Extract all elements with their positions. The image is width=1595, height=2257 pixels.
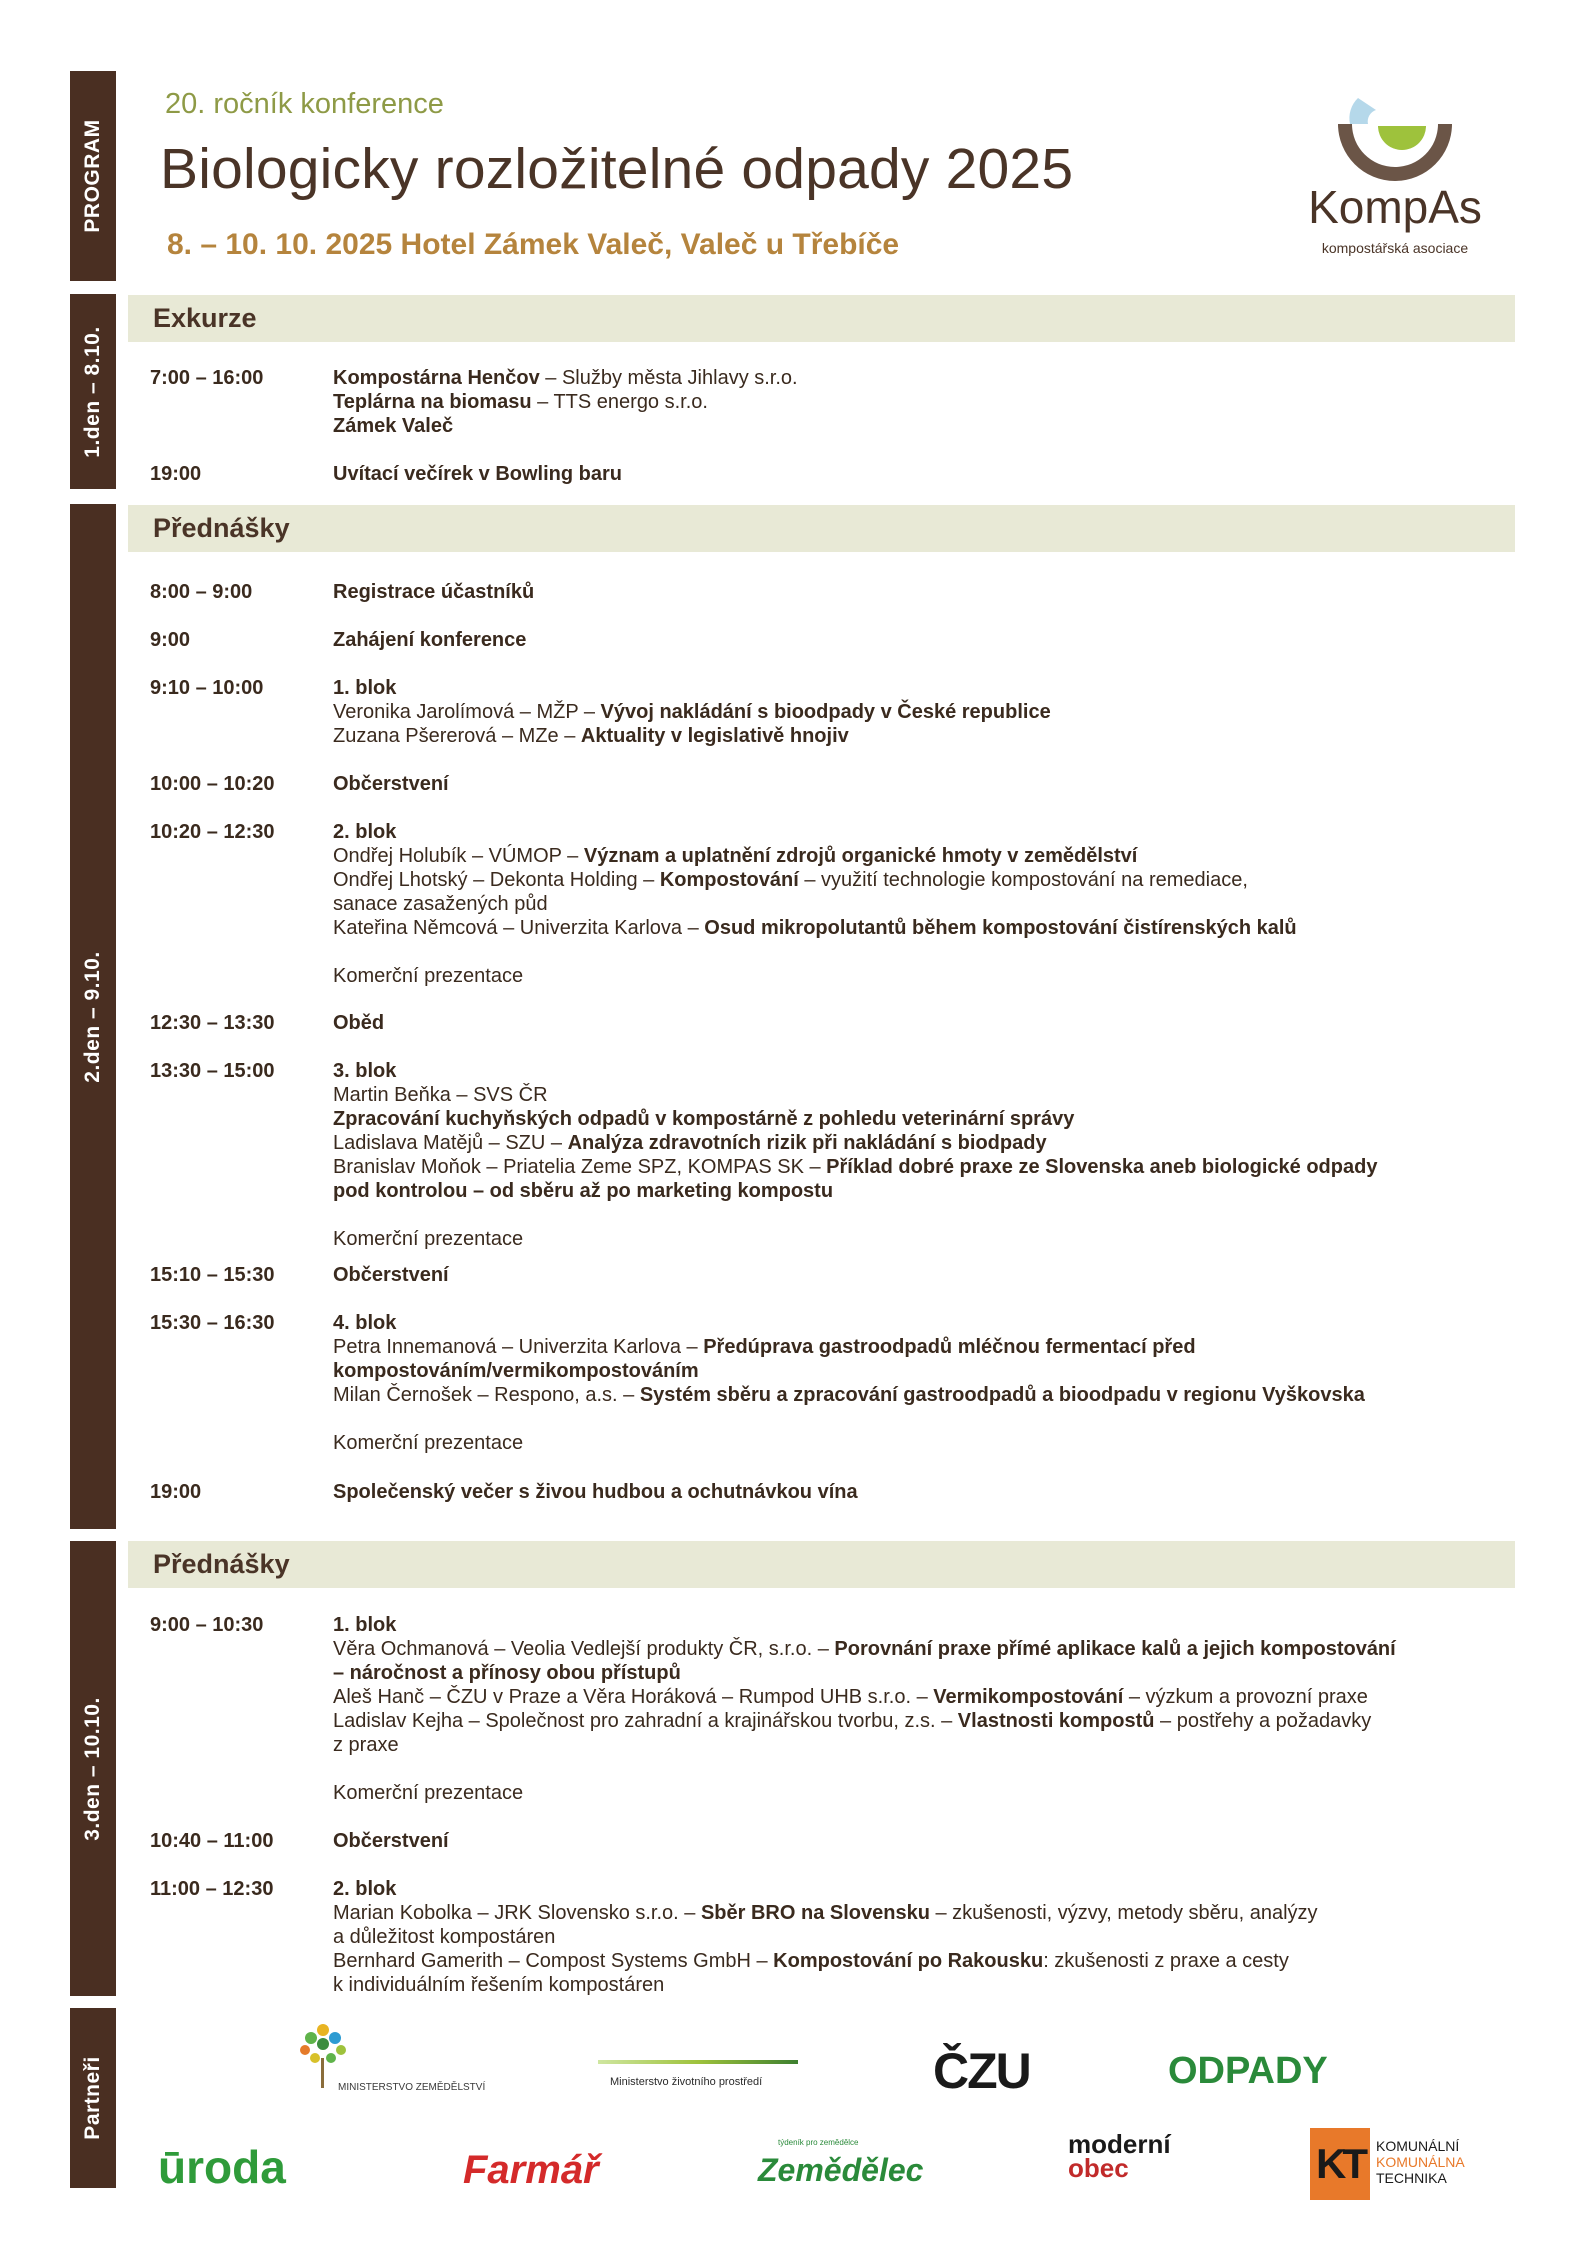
schedule-line: [333, 1901, 1508, 1925]
schedule-line: [333, 1155, 1508, 1179]
schedule-content: [333, 366, 1508, 438]
schedule-line: [333, 1925, 1508, 1949]
schedule-line: [333, 1829, 1508, 1853]
schedule-content: [333, 1480, 1508, 1504]
schedule-time: 9:00: [150, 629, 191, 651]
schedule-line: [333, 1709, 1508, 1733]
schedule-content: [333, 1829, 1508, 1853]
schedule-time: 8:00 – 9:00: [150, 581, 253, 603]
schedule-text-bold: Občerstvení: [333, 773, 449, 795]
schedule-line: [333, 844, 1508, 868]
schedule-line: [333, 724, 1508, 748]
schedule-content: [333, 1263, 1508, 1287]
schedule-text-bold: pod kontrolou – od sběru až po marketing kompostu: [333, 1180, 834, 1202]
schedule-text: Komerční prezentace: [333, 1228, 524, 1250]
czu-logo: ČZU: [933, 2043, 1030, 2099]
schedule-text: – zkušenosti, výzvy, metody sběru, analýzy: [929, 1902, 1318, 1924]
schedule-content: [333, 772, 1508, 796]
schedule-text: k individuálním řešením kompostáren: [333, 1974, 665, 1996]
schedule-line: [333, 366, 1508, 390]
schedule-text: Marian Kobolka – JRK Slovensko s.r.o. –: [333, 1902, 701, 1924]
mze-logo: MINISTERSTVO ZEMĚDĚLSTVÍ: [293, 2020, 503, 2110]
schedule-content: [333, 580, 1508, 604]
schedule-line: [333, 1383, 1508, 1407]
schedule-text-bold: 1. blok: [333, 677, 397, 699]
schedule-text-bold: Zahájení konference: [333, 629, 527, 651]
schedule-text-bold: Vlastnosti kompostů: [957, 1710, 1155, 1732]
schedule-text-bold: – náročnost a přínosy obou přístupů: [333, 1662, 681, 1684]
logo-name: KompAs: [1308, 181, 1482, 233]
schedule-text: Ladislava Matějů – SZU –: [333, 1132, 568, 1154]
schedule-text: Petra Innemanová – Univerzita Karlova –: [333, 1336, 704, 1358]
schedule-text: z praxe: [333, 1734, 399, 1756]
schedule-line: [333, 1431, 1508, 1455]
schedule-line: [333, 414, 1508, 438]
logo-tagline: kompostářská asociace: [1321, 240, 1469, 256]
schedule-text-bold: Systém sběru a zpracování gastroodpadů a bioodpadu v regionu Vyškovska: [639, 1384, 1365, 1406]
schedule-line: [333, 1107, 1508, 1131]
odpady-logo: ODPADY: [1168, 2050, 1328, 2092]
schedule-line: [333, 1083, 1508, 1107]
tree-icon: [293, 2020, 353, 2090]
schedule-text-bold: Kompostování: [659, 869, 799, 891]
schedule-text-bold: 4. blok: [333, 1312, 397, 1334]
schedule-text: Ladislav Kejha – Společnost pro zahradní a krajinářskou tvorbu, z.s. –: [333, 1710, 958, 1732]
schedule-time: 19:00: [150, 463, 202, 485]
schedule-line: [333, 390, 1508, 414]
schedule-text: Komerční prezentace: [333, 965, 524, 987]
schedule-time: 12:30 – 13:30: [150, 1012, 275, 1034]
sidebar-day2: 2.den – 9.10.: [70, 504, 116, 1529]
schedule-time: 13:30 – 15:00: [150, 1060, 275, 1082]
schedule-text-bold: Vermikompostování: [933, 1686, 1124, 1708]
schedule-line: [333, 1059, 1508, 1083]
schedule-text-bold: 2. blok: [333, 1878, 397, 1900]
schedule-time: 15:30 – 16:30: [150, 1312, 275, 1334]
schedule-line: [333, 580, 1508, 604]
schedule-text: Veronika Jarolímová – MŽP –: [333, 701, 601, 723]
mzp-logo: Ministerstvo životního prostředí: [598, 2060, 798, 2100]
schedule-line: [333, 676, 1508, 700]
schedule-line: [333, 1973, 1508, 1997]
schedule-text: Milan Černošek – Respono, a.s. –: [333, 1384, 640, 1406]
schedule-text-bold: Příklad dobré praxe ze Slovenska aneb biologické odpady: [826, 1156, 1378, 1178]
schedule-line: [333, 1613, 1508, 1637]
farmar-logo: Farmář: [463, 2148, 599, 2192]
schedule-text: Ondřej Holubík – VÚMOP –: [333, 845, 584, 867]
section-exkurze: Exkurze: [128, 295, 1515, 342]
schedule-time: 9:00 – 10:30: [150, 1614, 264, 1636]
schedule-time: 10:40 – 11:00: [150, 1830, 274, 1852]
schedule-line: [333, 1949, 1508, 1973]
schedule-line: [333, 1757, 1508, 1781]
schedule-line: [333, 940, 1508, 964]
schedule-time: 10:20 – 12:30: [150, 821, 275, 843]
schedule-text-bold: 2. blok: [333, 821, 397, 843]
schedule-time: 7:00 – 16:00: [150, 367, 264, 389]
schedule-time: 9:10 – 10:00: [150, 677, 264, 699]
schedule-content: [333, 1011, 1508, 1035]
schedule-line: [333, 772, 1508, 796]
schedule-text-bold: Občerstvení: [333, 1264, 449, 1286]
schedule-text-bold: kompostováním/vermikompostováním: [333, 1360, 699, 1382]
schedule-text: Aleš Hanč – ČZU v Praze a Věra Horáková – Rumpod UHB s.r.o. –: [333, 1686, 934, 1708]
schedule-text-bold: Zpracování kuchyňských odpadů v kompostárně z pohledu veterinární správy: [333, 1108, 1075, 1130]
moderni-obec-logo: moderní obec: [1068, 2129, 1171, 2183]
schedule-line: [333, 628, 1508, 652]
schedule-text: a důležitost kompostáren: [333, 1926, 556, 1948]
schedule-line: [333, 892, 1508, 916]
schedule-text-bold: Osud mikropolutantů během kompostování čistírenských kalů: [704, 917, 1297, 939]
kt-badge: KT: [1310, 2128, 1370, 2200]
schedule-time: 15:10 – 15:30: [150, 1264, 275, 1286]
schedule-line: [333, 1359, 1508, 1383]
schedule-line: [333, 1131, 1508, 1155]
schedule-text-bold: Sběr BRO na Slovensku: [700, 1902, 930, 1924]
schedule-line: [333, 820, 1508, 844]
schedule-text: Komerční prezentace: [333, 1432, 524, 1454]
schedule-text-bold: 3. blok: [333, 1060, 397, 1082]
schedule-line: [333, 700, 1508, 724]
schedule-time: 19:00: [150, 1481, 202, 1503]
kompas-logo: [1280, 88, 1510, 258]
schedule-text-bold: Význam a uplatnění zdrojů organické hmoty v zemědělství: [583, 845, 1138, 867]
schedule-text: Věra Ochmanová – Veolia Vedlejší produkty ČR, s.r.o. –: [333, 1638, 835, 1660]
schedule-line: [333, 964, 1508, 988]
schedule-text-bold: Kompostování po Rakousku: [773, 1950, 1044, 1972]
schedule-content: [333, 462, 1508, 486]
schedule-line: [333, 1733, 1508, 1757]
kompas-logo-icon: [1280, 88, 1510, 188]
schedule-text-bold: Kompostárna Henčov: [333, 367, 540, 389]
section-prednasky-day3: Přednášky: [128, 1541, 1515, 1588]
schedule-content: [333, 1613, 1508, 1805]
schedule-time: 10:00 – 10:20: [150, 773, 275, 795]
schedule-text: Kateřina Němcová – Univerzita Karlova –: [333, 917, 705, 939]
schedule-line: [333, 1407, 1508, 1431]
schedule-time: 11:00 – 12:30: [150, 1878, 274, 1900]
schedule-text-bold: Oběd: [333, 1012, 385, 1034]
schedule-text-bold: Teplárna na biomasu: [333, 391, 532, 413]
schedule-text: – TTS energo s.r.o.: [531, 391, 708, 413]
schedule-line: [333, 1179, 1508, 1203]
schedule-line: [333, 1011, 1508, 1035]
schedule-line: [333, 1480, 1508, 1504]
schedule-content: [333, 1059, 1508, 1251]
schedule-line: [333, 916, 1508, 940]
schedule-text: – využití technologie kompostování na remediace,: [798, 869, 1248, 891]
schedule-text: Bernhard Gamerith – Compost Systems GmbH –: [333, 1950, 774, 1972]
schedule-text: Komerční prezentace: [333, 1782, 524, 1804]
event-date-venue: 8. – 10. 10. 2025 Hotel Zámek Valeč, Valeč u Třebíče: [167, 228, 900, 261]
schedule-text-bold: Registrace účastníků: [333, 581, 535, 603]
schedule-text: Martin Beňka – SVS ČR: [333, 1084, 548, 1106]
schedule-line: [333, 1781, 1508, 1805]
page-title: Biologicky rozložitelné odpady 2025: [160, 137, 1074, 201]
schedule-text-bold: Vývoj nakládání s bioodpady v České republice: [600, 701, 1051, 723]
section-prednasky-day2: Přednášky: [128, 505, 1515, 552]
schedule-content: [333, 676, 1508, 748]
schedule-line: [333, 462, 1508, 486]
schedule-content: [333, 820, 1508, 988]
schedule-line: [333, 1311, 1508, 1335]
schedule-text-bold: Porovnání praxe přímé aplikace kalů a jejich kompostování: [834, 1638, 1396, 1660]
sidebar-partners: Partneři: [70, 2008, 116, 2188]
schedule-text: – postřehy a požadavky: [1154, 1710, 1372, 1732]
schedule-text: : zkušenosti z praxe a cesty: [1043, 1950, 1289, 1972]
edition: 20. ročník konference: [165, 88, 444, 120]
schedule-line: [333, 1661, 1508, 1685]
schedule-text: – výzkum a provozní praxe: [1123, 1686, 1368, 1708]
partners-logos: MINISTERSTVO ZEMĚDĚLSTVÍ Ministerstvo životního prostředí ČZU ODPADY ūroda Farmář týdeník pro zemědělce Zemědělec moderní obec KT KOMUNÁLNÍ KOMUNÁLNA TECHNIKA: [128, 2020, 1528, 2230]
schedule-line: [333, 1685, 1508, 1709]
schedule-line: [333, 1877, 1508, 1901]
schedule-text-bold: 1. blok: [333, 1614, 397, 1636]
schedule-text-bold: Aktuality v legislativě hnojiv: [580, 725, 849, 747]
schedule-line: [333, 1203, 1508, 1227]
schedule-text-bold: Společenský večer s živou hudbou a ochutnávkou vína: [333, 1481, 858, 1503]
schedule-line: [333, 1637, 1508, 1661]
schedule-text-bold: Analýza zdravotních rizik při nakládání s biodpady: [567, 1132, 1047, 1154]
schedule-text-bold: Občerstvení: [333, 1830, 449, 1852]
sidebar-day3: 3.den – 10.10.: [70, 1541, 116, 1996]
schedule-text: sanace zasažených půd: [333, 893, 548, 915]
schedule-line: [333, 1227, 1508, 1251]
schedule-text: Zuzana Pšererová – MZe –: [333, 725, 581, 747]
schedule-line: [333, 1263, 1508, 1287]
schedule-line: [333, 1335, 1508, 1359]
uroda-logo: ūroda: [158, 2141, 286, 2193]
schedule-content: [333, 1311, 1508, 1455]
sidebar-day1: 1.den – 8.10.: [70, 294, 116, 489]
schedule-content: [333, 628, 1508, 652]
schedule-text-bold: Předúprava gastroodpadů mléčnou fermentací před: [703, 1336, 1196, 1358]
schedule-text: – Služby města Jihlavy s.r.o.: [539, 367, 798, 389]
schedule-content: [333, 1877, 1508, 1997]
schedule-text-bold: Zámek Valeč: [333, 415, 454, 437]
schedule-text: Branislav Moňok – Priatelia Zeme SPZ, KOMPAS SK –: [333, 1156, 827, 1178]
schedule-text-bold: Uvítací večírek v Bowling baru: [333, 463, 622, 485]
sidebar-program: PROGRAM: [70, 71, 116, 281]
komunalni-technika-logo: KT KOMUNÁLNÍ KOMUNÁLNA TECHNIKA: [1310, 2128, 1510, 2200]
schedule-line: [333, 868, 1508, 892]
schedule-text: Ondřej Lhotský – Dekonta Holding –: [333, 869, 660, 891]
